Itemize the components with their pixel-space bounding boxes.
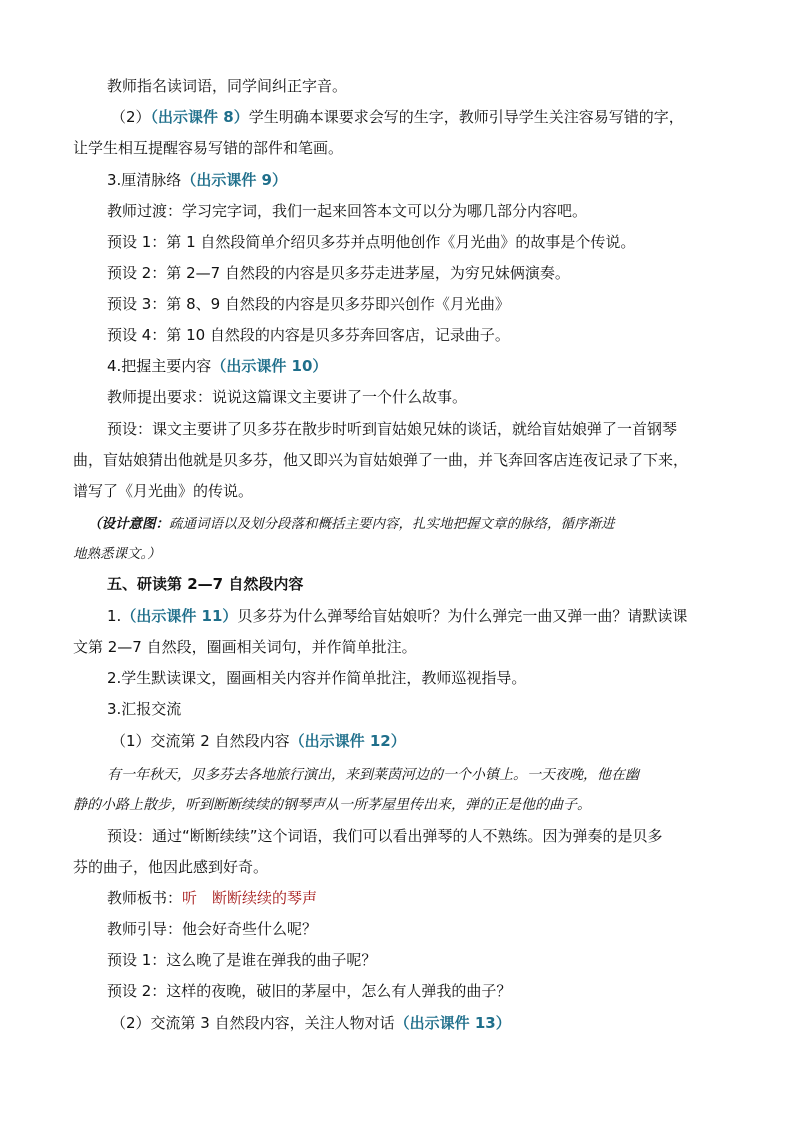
paragraph-line [73,450,688,470]
line-text: 有一年秋天，贝多芬去各地旅行演出，来到莱茵河边的一个小镇上。一天夜晚，他在幽 [107,767,639,783]
line-text: 预设：课文主要讲了贝多芬在散步时听到盲姑娘兄妹的谈话，就给盲姑娘弹了一首钢琴 [107,420,678,438]
paragraph-line [107,919,317,939]
paragraph-line [107,232,635,252]
paragraph-line [107,950,376,970]
courseware-reference: （出示课件 10） [211,357,328,375]
line-text: 学生明确本课要求会写的生字，教师引导学生关注容易写错的字， [248,108,684,126]
paragraph-line [107,201,587,221]
heading-text: （1）交流第 2 自然段内容 [111,732,290,750]
section-heading [107,574,303,594]
heading-text: 3.汇报交流 [107,700,182,718]
line-text: 文第 2—7 自然段，圈画相关词句，并作简单批注。 [73,638,417,656]
line-text: 教师指名读词语，同学间纠正字音。 [107,77,348,95]
section-heading [111,1013,511,1033]
heading-text: 4.把握主要内容 [107,357,212,375]
line-text: 地熟悉课文。） [73,546,161,562]
courseware-reference: （出示课件 11） [121,607,238,625]
line-text: 谱写了《月光曲》的传说。 [73,482,254,500]
paragraph-line [107,419,677,439]
line-text: 预设 1：这么晚了是谁在弹我的曲子呢？ [107,951,377,969]
line-text: 贝多芬为什么弹琴给盲姑娘听？为什么弹完一曲又弹一曲？请默读课 [237,607,688,625]
line-text: 静的小路上散步，听到断断续续的钢琴声从一所茅屋里传出来，弹的正是他的曲子。 [73,797,591,813]
line-text: 曲，盲姑娘猜出他就是贝多芬，他又即兴为盲姑娘弹了一曲，并飞奔回客店连夜记录了下来， [73,451,689,469]
paragraph-line [107,888,317,908]
paragraph-line [73,857,268,877]
paragraph-line [107,387,467,407]
line-text: 预设：通过“断断续续”这个词语，我们可以看出弹琴的人不熟练。因为弹奏的是贝多 [107,827,663,845]
line-text: 2.学生默读课文，圈画相关内容并作简单批注，教师巡视指导。 [107,669,527,687]
paragraph-line [73,481,253,501]
blackboard-writing: 听 断断续续的琴声 [182,889,318,907]
heading-text: 3.厘清脉络 [107,171,182,189]
section-heading [107,170,287,190]
paragraph-line [111,107,684,127]
paragraph-line [107,826,663,846]
quoted-passage [73,795,591,815]
line-text: 教师板书： [107,889,183,907]
line-text: 教师过渡：学习完字词，我们一起来回答本文可以分为哪几部分内容吧。 [107,202,588,220]
section-heading [107,356,327,376]
line-text: 预设 4：第 10 自然段的内容是贝多芬奔回客店，记录曲子。 [107,326,510,344]
paragraph-line [107,668,526,688]
courseware-reference: （出示课件 13） [394,1014,511,1032]
paragraph-line [107,263,570,283]
courseware-reference: （出示课件 8） [150,108,249,126]
design-intent-note [73,544,161,564]
quoted-passage [107,765,639,785]
line-text: 预设 1：第 1 自然段简单介绍贝多芬并点明他创作《月光曲》的故事是个传说。 [107,233,636,251]
paragraph-line [107,606,687,626]
line-text: 预设 3：第 8、9 自然段的内容是贝多芬即兴创作《月光曲》 [107,295,510,313]
line-text: 预设 2：第 2—7 自然段的内容是贝多芬走进茅屋，为穷兄妹俩演奏。 [107,264,570,282]
paragraph-line [107,981,511,1001]
section-heading [107,699,181,719]
paragraph-line [107,294,510,314]
line-text: 让学生相互提醒容易写错的部件和笔画。 [73,139,344,157]
heading-text: 五、研读第 2—7 自然段内容 [107,575,304,593]
line-text: 芬的曲子，他因此感到好奇。 [73,858,269,876]
courseware-reference: （出示课件 12） [289,732,406,750]
paragraph-line [73,637,417,657]
paragraph-line [107,76,347,96]
line-text: 疏通词语以及划分段落和概括主要内容，扎实地把握文章的脉络，循序渐进 [169,516,615,532]
heading-text: （2）交流第 3 自然段内容，关注人物对话 [111,1014,395,1032]
design-intent-label: （设计意图： [88,516,169,532]
line-text: （2） [111,108,151,126]
design-intent-note [88,514,615,534]
section-heading [111,731,406,751]
line-text: 1. [107,607,122,625]
courseware-reference: （出示课件 9） [181,171,287,189]
line-text: 教师引导：他会好奇些什么呢？ [107,920,318,938]
line-text: 预设 2：这样的夜晚，破旧的茅屋中，怎么有人弹我的曲子？ [107,982,512,1000]
line-text: 教师提出要求：说说这篇课文主要讲了一个什么故事。 [107,388,468,406]
paragraph-line [107,325,510,345]
paragraph-line [73,138,343,158]
